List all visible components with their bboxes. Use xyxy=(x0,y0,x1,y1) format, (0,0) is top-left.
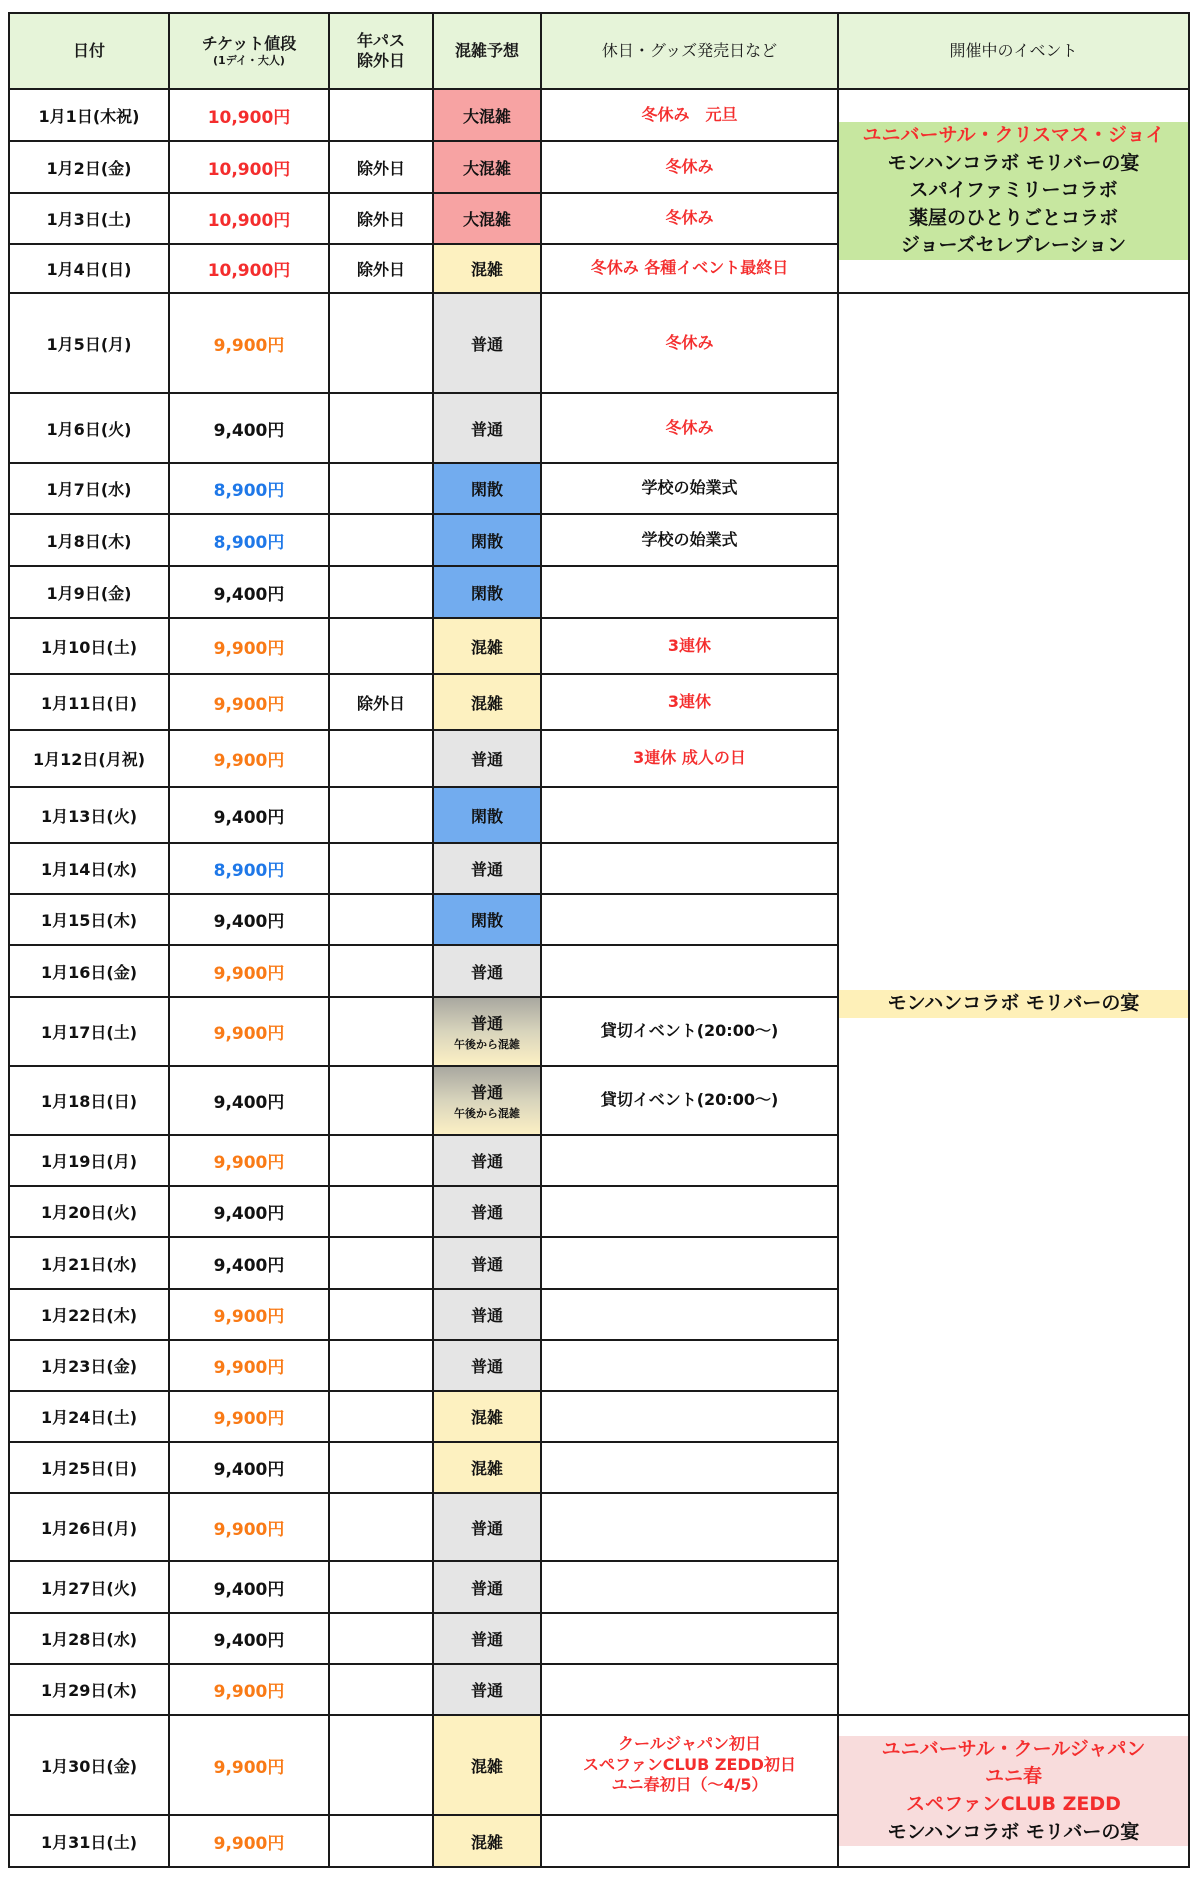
price-cell: 9,900円 xyxy=(169,997,329,1066)
holiday-cell xyxy=(541,1815,838,1867)
crowd-forecast-cell xyxy=(433,1186,541,1237)
crowd-forecast-cell xyxy=(433,787,541,843)
crowd-forecast-cell xyxy=(433,514,541,566)
crowd-level: 普通 xyxy=(470,860,503,879)
holiday-cell xyxy=(541,1340,838,1391)
crowd-forecast-cell xyxy=(433,1613,541,1664)
event-box-pink xyxy=(839,1736,1188,1846)
header-row xyxy=(9,13,1189,89)
event-line: ユニバーサル・クリスマス・ジョイ xyxy=(862,124,1165,147)
col-header-crowd: 混雑予想 xyxy=(433,13,541,89)
date-cell: 1月7日(水) xyxy=(9,463,169,514)
holiday-cell: 学校の始業式 xyxy=(541,514,838,566)
crowd-forecast-cell xyxy=(433,193,541,244)
annual-pass-exclusion-cell xyxy=(329,945,433,997)
holiday-cell: 3連休 xyxy=(541,618,838,674)
events-cell xyxy=(838,89,1189,293)
crowd-forecast-cell xyxy=(433,1815,541,1867)
holiday-cell: 冬休み xyxy=(541,193,838,244)
price-cell: 9,400円 xyxy=(169,1066,329,1135)
crowd-forecast-cell xyxy=(433,618,541,674)
price-cell: 9,900円 xyxy=(169,945,329,997)
crowd-level: 閑散 xyxy=(470,806,503,826)
date-cell: 1月4日(日) xyxy=(9,244,169,293)
holiday-cell xyxy=(541,1237,838,1289)
holiday-cell: 3連休 xyxy=(541,674,838,730)
crowd-forecast-cell xyxy=(433,1493,541,1561)
price-cell: 9,400円 xyxy=(169,1561,329,1613)
date-cell: 1月28日(水) xyxy=(9,1613,169,1664)
price-cell: 8,900円 xyxy=(169,463,329,514)
holiday-cell xyxy=(541,1715,838,1815)
annual-pass-exclusion-cell xyxy=(329,894,433,945)
crowd-forecast-cell xyxy=(433,1561,541,1613)
pass-header-line1: 年パス xyxy=(356,31,405,50)
crowd-level: 普通 xyxy=(470,1203,503,1222)
price-cell: 8,900円 xyxy=(169,843,329,894)
annual-pass-exclusion-cell xyxy=(329,1066,433,1135)
crowd-forecast-cell xyxy=(433,1289,541,1340)
crowd-level: 閑散 xyxy=(470,583,503,603)
annual-pass-exclusion-cell xyxy=(329,566,433,618)
crowd-level: 普通 xyxy=(470,419,503,439)
annual-pass-exclusion-cell xyxy=(329,1442,433,1493)
price-cell: 9,400円 xyxy=(169,393,329,463)
date-cell: 1月15日(木) xyxy=(9,894,169,945)
holiday-cell xyxy=(541,894,838,945)
date-cell: 1月13日(火) xyxy=(9,787,169,843)
holiday-cell: 冬休み xyxy=(541,393,838,463)
crowd-forecast-cell xyxy=(433,141,541,193)
crowd-forecast-cell xyxy=(433,293,541,393)
crowd-level: 普通 xyxy=(470,334,503,354)
annual-pass-exclusion-cell xyxy=(329,1135,433,1186)
price-cell: 9,900円 xyxy=(169,674,329,730)
crowd-forecast-cell xyxy=(433,894,541,945)
crowd-level: 閑散 xyxy=(470,911,503,930)
date-cell: 1月27日(火) xyxy=(9,1561,169,1613)
holiday-line: スペファンCLUB ZEDD初日 xyxy=(583,1754,796,1774)
price-cell: 9,400円 xyxy=(169,566,329,618)
date-cell: 1月18日(日) xyxy=(9,1066,169,1135)
holiday-cell xyxy=(541,566,838,618)
crowd-level: 普通 xyxy=(470,1630,503,1649)
event-line: スペファンCLUB ZEDD xyxy=(906,1793,1121,1815)
price-header-label: チケット値段 xyxy=(201,34,297,54)
annual-pass-exclusion-cell xyxy=(329,89,433,141)
crowd-level: 普通 xyxy=(470,962,503,982)
crowd-forecast-cell xyxy=(433,1237,541,1289)
crowd-note: 午後から混雑 xyxy=(454,1038,520,1051)
date-cell: 1月31日(土) xyxy=(9,1815,169,1867)
crowd-forecast-cell xyxy=(433,1066,541,1135)
crowd-forecast-cell xyxy=(433,89,541,141)
table-row xyxy=(9,293,1189,393)
price-cell: 9,400円 xyxy=(169,894,329,945)
annual-pass-exclusion-cell: 除外日 xyxy=(329,674,433,730)
price-cell: 9,900円 xyxy=(169,618,329,674)
date-cell: 1月14日(水) xyxy=(9,843,169,894)
crowd-level: 大混雑 xyxy=(462,106,511,126)
annual-pass-exclusion-cell xyxy=(329,1815,433,1867)
event-line: モンハンコラボ モリバーの宴 xyxy=(887,992,1140,1015)
holiday-cell: 学校の始業式 xyxy=(541,463,838,514)
ticket-calendar-table xyxy=(8,12,1190,1868)
date-cell: 1月12日(月祝) xyxy=(9,730,169,787)
price-cell: 9,900円 xyxy=(169,1815,329,1867)
crowd-forecast-cell xyxy=(433,730,541,787)
table-row xyxy=(9,1715,1189,1815)
date-cell: 1月25日(日) xyxy=(9,1442,169,1493)
crowd-forecast-cell xyxy=(433,945,541,997)
crowd-level: 閑散 xyxy=(470,531,503,551)
col-header-events: 開催中のイベント xyxy=(838,13,1189,89)
crowd-forecast-cell xyxy=(433,393,541,463)
annual-pass-exclusion-cell xyxy=(329,1237,433,1289)
holiday-cell xyxy=(541,843,838,894)
annual-pass-exclusion-cell: 除外日 xyxy=(329,193,433,244)
price-cell: 9,900円 xyxy=(169,1340,329,1391)
event-line: ユニ春 xyxy=(984,1765,1042,1788)
events-cell xyxy=(838,293,1189,1715)
annual-pass-exclusion-cell xyxy=(329,393,433,463)
price-cell: 10,900円 xyxy=(169,244,329,293)
price-header-sub: (1デイ・大人) xyxy=(213,54,285,68)
annual-pass-exclusion-cell xyxy=(329,1664,433,1715)
annual-pass-exclusion-cell xyxy=(329,463,433,514)
date-cell: 1月26日(月) xyxy=(9,1493,169,1561)
price-cell: 9,900円 xyxy=(169,293,329,393)
holiday-cell xyxy=(541,1442,838,1493)
holiday-cell: 冬休み xyxy=(541,293,838,393)
date-cell: 1月5日(月) xyxy=(9,293,169,393)
date-cell: 1月2日(金) xyxy=(9,141,169,193)
price-cell: 9,400円 xyxy=(169,1613,329,1664)
holiday-cell: 貸切イベント(20:00〜) xyxy=(541,997,838,1066)
col-header-holiday: 休日・グッズ発売日など xyxy=(541,13,838,89)
date-cell: 1月10日(土) xyxy=(9,618,169,674)
holiday-cell: 貸切イベント(20:00〜) xyxy=(541,1066,838,1135)
holiday-cell: 冬休み xyxy=(541,141,838,193)
price-cell: 9,900円 xyxy=(169,1493,329,1561)
event-line: ユニバーサル・クールジャパン xyxy=(881,1737,1146,1760)
col-header-date: 日付 xyxy=(9,13,169,89)
price-cell: 9,400円 xyxy=(169,1442,329,1493)
holiday-cell xyxy=(541,945,838,997)
crowd-forecast-cell xyxy=(433,843,541,894)
crowd-forecast-cell xyxy=(433,463,541,514)
crowd-level: 普通 xyxy=(470,1357,503,1376)
crowd-level: 普通 xyxy=(470,1152,503,1171)
annual-pass-exclusion-cell: 除外日 xyxy=(329,244,433,293)
crowd-forecast-cell xyxy=(433,1442,541,1493)
holiday-cell xyxy=(541,1561,838,1613)
crowd-forecast-cell xyxy=(433,1715,541,1815)
holiday-line: クールジャパン初日 xyxy=(618,1733,761,1753)
date-cell: 1月20日(火) xyxy=(9,1186,169,1237)
price-cell: 9,900円 xyxy=(169,730,329,787)
event-line: ジョーズセレブレーション xyxy=(900,234,1127,257)
holiday-cell: 冬休み 元旦 xyxy=(541,89,838,141)
crowd-forecast-cell xyxy=(433,1664,541,1715)
crowd-forecast-cell xyxy=(433,1340,541,1391)
price-cell: 9,400円 xyxy=(169,1237,329,1289)
holiday-cell xyxy=(541,787,838,843)
crowd-forecast-cell xyxy=(433,244,541,293)
col-header-price xyxy=(169,13,329,89)
annual-pass-exclusion-cell xyxy=(329,293,433,393)
event-line: モンハンコラボ モリバーの宴 xyxy=(887,1820,1140,1843)
price-cell: 9,900円 xyxy=(169,1289,329,1340)
annual-pass-exclusion-cell xyxy=(329,1340,433,1391)
price-cell: 10,900円 xyxy=(169,193,329,244)
crowd-level: 普通 xyxy=(470,1306,503,1325)
date-cell: 1月6日(火) xyxy=(9,393,169,463)
event-line: 薬屋のひとりごとコラボ xyxy=(908,206,1118,229)
crowd-level: 混雑 xyxy=(470,1408,503,1427)
holiday-cell: 3連休 成人の日 xyxy=(541,730,838,787)
crowd-level: 混雑 xyxy=(470,260,503,279)
date-cell: 1月23日(金) xyxy=(9,1340,169,1391)
annual-pass-exclusion-cell xyxy=(329,1613,433,1664)
event-box-green xyxy=(839,122,1188,260)
price-cell: 9,900円 xyxy=(169,1391,329,1442)
crowd-level: 普通 xyxy=(470,1254,503,1274)
crowd-level: 閑散 xyxy=(470,480,503,499)
annual-pass-exclusion-cell xyxy=(329,618,433,674)
crowd-level: 混雑 xyxy=(470,1756,503,1776)
event-line: スパイファミリーコラボ xyxy=(909,179,1118,202)
date-cell: 1月16日(金) xyxy=(9,945,169,997)
date-cell: 1月1日(木祝) xyxy=(9,89,169,141)
crowd-level: 混雑 xyxy=(470,1459,503,1478)
crowd-level: 大混雑 xyxy=(462,210,511,229)
crowd-level: 普通 xyxy=(470,1578,503,1598)
crowd-level: 普通 xyxy=(470,1518,503,1538)
annual-pass-exclusion-cell xyxy=(329,1186,433,1237)
crowd-level: 普通 xyxy=(470,750,503,769)
crowd-level: 混雑 xyxy=(470,693,503,713)
crowd-forecast-cell xyxy=(433,674,541,730)
table-row xyxy=(9,89,1189,141)
date-cell: 1月19日(月) xyxy=(9,1135,169,1186)
holiday-cell xyxy=(541,1186,838,1237)
crowd-level: 混雑 xyxy=(470,1832,503,1852)
holiday-cell xyxy=(541,1613,838,1664)
annual-pass-exclusion-cell xyxy=(329,514,433,566)
holiday-cell xyxy=(541,1289,838,1340)
crowd-note: 午後から混雑 xyxy=(454,1107,520,1120)
pass-header-line2: 除外日 xyxy=(356,51,405,70)
annual-pass-exclusion-cell xyxy=(329,1561,433,1613)
annual-pass-exclusion-cell xyxy=(329,1493,433,1561)
date-cell: 1月29日(木) xyxy=(9,1664,169,1715)
date-cell: 1月30日(金) xyxy=(9,1715,169,1815)
annual-pass-exclusion-cell xyxy=(329,1391,433,1442)
annual-pass-exclusion-cell xyxy=(329,1715,433,1815)
crowd-level: 普通 xyxy=(470,1083,503,1102)
date-cell: 1月3日(土) xyxy=(9,193,169,244)
crowd-forecast-cell xyxy=(433,1135,541,1186)
annual-pass-exclusion-cell xyxy=(329,1289,433,1340)
price-cell: 8,900円 xyxy=(169,514,329,566)
crowd-forecast-cell xyxy=(433,1391,541,1442)
crowd-forecast-cell xyxy=(433,997,541,1066)
price-cell: 9,400円 xyxy=(169,1186,329,1237)
price-cell: 9,900円 xyxy=(169,1135,329,1186)
annual-pass-exclusion-cell xyxy=(329,730,433,787)
crowd-level: 混雑 xyxy=(470,637,503,657)
annual-pass-exclusion-cell xyxy=(329,787,433,843)
date-cell: 1月22日(木) xyxy=(9,1289,169,1340)
col-header-annual-pass xyxy=(329,13,433,89)
annual-pass-exclusion-cell: 除外日 xyxy=(329,141,433,193)
annual-pass-exclusion-cell xyxy=(329,843,433,894)
price-cell: 9,900円 xyxy=(169,1664,329,1715)
holiday-cell: 冬休み 各種イベント最終日 xyxy=(541,244,838,293)
price-cell: 10,900円 xyxy=(169,89,329,141)
event-box-yellow xyxy=(839,990,1188,1018)
events-cell xyxy=(838,1715,1189,1867)
price-cell: 9,900円 xyxy=(169,1715,329,1815)
date-cell: 1月21日(水) xyxy=(9,1237,169,1289)
holiday-cell xyxy=(541,1493,838,1561)
holiday-cell xyxy=(541,1135,838,1186)
date-cell: 1月9日(金) xyxy=(9,566,169,618)
price-cell: 9,400円 xyxy=(169,787,329,843)
holiday-cell xyxy=(541,1664,838,1715)
holiday-line: ユニ春初日（〜4/5） xyxy=(611,1775,768,1795)
price-cell: 10,900円 xyxy=(169,141,329,193)
holiday-cell xyxy=(541,1391,838,1442)
date-cell: 1月17日(土) xyxy=(9,997,169,1066)
date-cell: 1月8日(木) xyxy=(9,514,169,566)
crowd-level: 普通 xyxy=(470,1681,503,1700)
date-cell: 1月11日(日) xyxy=(9,674,169,730)
crowd-level: 大混雑 xyxy=(462,158,511,178)
crowd-forecast-cell xyxy=(433,566,541,618)
event-line: モンハンコラボ モリバーの宴 xyxy=(887,151,1140,174)
crowd-level: 普通 xyxy=(470,1014,503,1033)
annual-pass-exclusion-cell xyxy=(329,997,433,1066)
date-cell: 1月24日(土) xyxy=(9,1391,169,1442)
